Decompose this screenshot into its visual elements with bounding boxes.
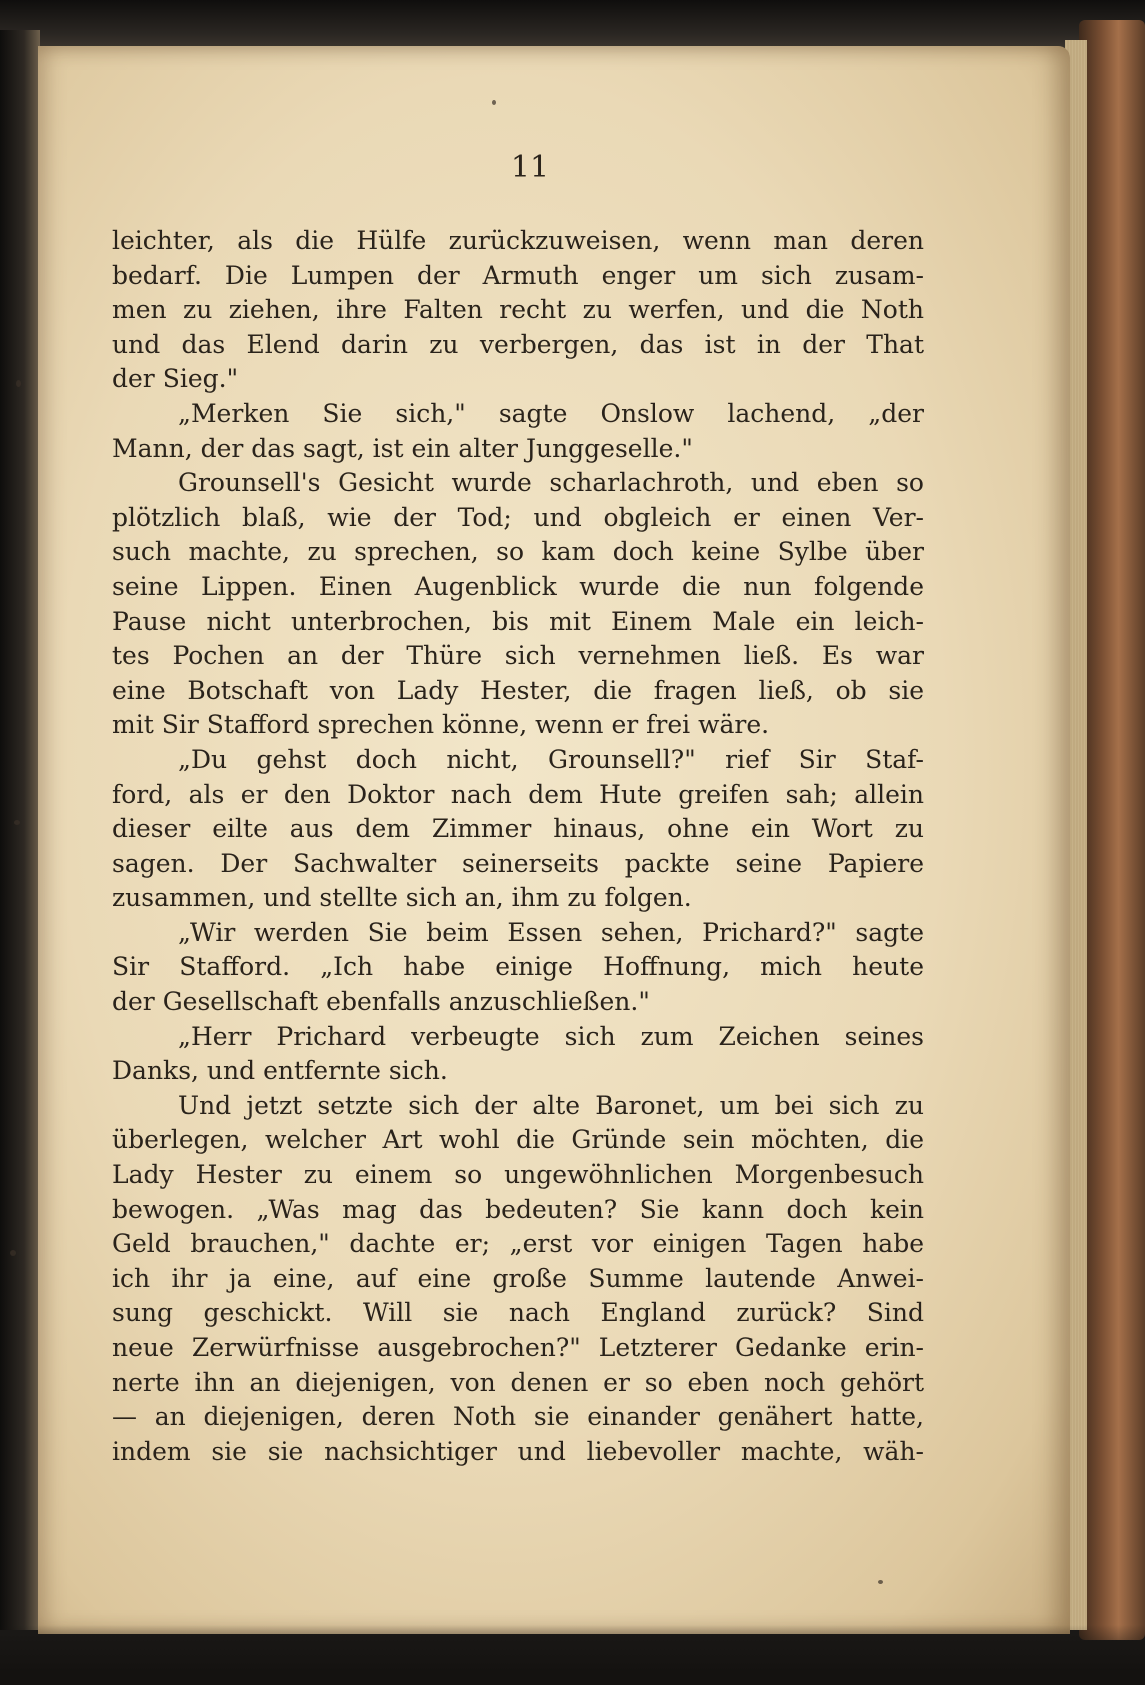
body-text bbox=[112, 224, 924, 1469]
text-line: „Wir werden Sie beim Essen sehen, Prichard?" sagte bbox=[178, 917, 924, 947]
text-line: ford, als er den Doktor nach dem Hute greifen sah; allein bbox=[112, 779, 924, 809]
text-line: Sir Stafford. „Ich habe einige Hoffnung, mich heute bbox=[112, 952, 924, 982]
text-line: ich ihr ja eine, auf eine große Summe lautende Anwei- bbox=[112, 1263, 924, 1293]
paper-speck bbox=[492, 100, 496, 105]
text-line: seine Lippen. Einen Augenblick wurde die nun folgende bbox=[112, 571, 924, 601]
text-line: Danks, und entfernte sich. bbox=[112, 1056, 448, 1086]
text-line: der Sieg." bbox=[112, 364, 239, 394]
paper-speck bbox=[10, 1250, 16, 1256]
paper-speck bbox=[14, 820, 20, 825]
text-line: neue Zerwürfnisse ausgebrochen?" Letzterer Gedanke erin- bbox=[112, 1333, 924, 1362]
text-line: sung geschickt. Will sie nach England zurück? Sind bbox=[112, 1298, 924, 1328]
text-line: Lady Hester zu einem so ungewöhnlichen Morgenbesuch bbox=[112, 1160, 924, 1190]
text-line: dieser eilte aus dem Zimmer hinaus, ohne ein Wort zu bbox=[112, 814, 924, 844]
paper-speck bbox=[878, 1580, 883, 1584]
text-line: zusammen, und stellte sich an, ihm zu folgen. bbox=[112, 883, 692, 913]
book-cover-right bbox=[1079, 20, 1145, 1640]
text-line: tes Pochen an der Thüre sich vernehmen ließ. Es war bbox=[112, 641, 924, 671]
paper-speck bbox=[16, 380, 21, 387]
text-line: „Herr Prichard verbeugte sich zum Zeichen seines bbox=[178, 1021, 924, 1051]
text-line: such machte, zu sprechen, so kam doch keine Sylbe über bbox=[112, 537, 924, 567]
page-number: 11 bbox=[510, 150, 550, 185]
text-line: indem sie sie nachsichtiger und liebevoller machte, wäh- bbox=[112, 1436, 924, 1466]
bottom-shadow bbox=[0, 1625, 1145, 1685]
text-line: Und jetzt setzte sich der alte Baronet, um bei sich zu bbox=[178, 1090, 924, 1120]
text-line: bewogen. „Was mag das bedeuten? Sie kann doch kein bbox=[112, 1194, 924, 1224]
text-line: — an diejenigen, deren Noth sie einander genähert hatte, bbox=[112, 1402, 924, 1432]
text-line: Geld brauchen," dachte er; „erst vor einigen Tagen habe bbox=[112, 1229, 924, 1259]
text-line: nerte ihn an diejenigen, von denen er so eben noch gehört bbox=[112, 1367, 924, 1397]
text-line: überlegen, welcher Art wohl die Gründe sein möchten, die bbox=[112, 1125, 924, 1155]
text-line: eine Botschaft von Lady Hester, die fragen ließ, ob sie bbox=[112, 675, 924, 705]
text-line: Grounsell's Gesicht wurde scharlachroth, und eben so bbox=[178, 468, 924, 498]
text-line: Mann, der das sagt, ist ein alter Junggeselle." bbox=[112, 433, 693, 463]
text-line: der Gesellschaft ebenfalls anzuschließen." bbox=[112, 987, 650, 1017]
text-line: bedarf. Die Lumpen der Armuth enger um sich zusam- bbox=[112, 260, 924, 290]
text-line: Pause nicht unterbrochen, bis mit Einem Male ein leich- bbox=[112, 606, 924, 636]
book-cover-top bbox=[0, 0, 1145, 48]
text-line: und das Elend darin zu verbergen, das ist in der That bbox=[112, 329, 924, 359]
text-line: „Du gehst doch nicht, Grounsell?" rief Sir Staf- bbox=[178, 744, 924, 774]
text-line: plötzlich blaß, wie der Tod; und obgleich er einen Ver- bbox=[112, 502, 924, 532]
text-line: leichter, als die Hülfe zurückzuweisen, wenn man deren bbox=[112, 226, 924, 255]
text-line: men zu ziehen, ihre Falten recht zu werfen, und die Noth bbox=[112, 295, 924, 325]
text-line: sagen. Der Sachwalter seinerseits packte seine Papiere bbox=[112, 848, 924, 878]
book-cover-left bbox=[0, 30, 40, 1630]
text-line: mit Sir Stafford sprechen könne, wenn er frei wäre. bbox=[112, 710, 770, 740]
text-line: „Merken Sie sich," sagte Onslow lachend, „der bbox=[178, 398, 924, 428]
